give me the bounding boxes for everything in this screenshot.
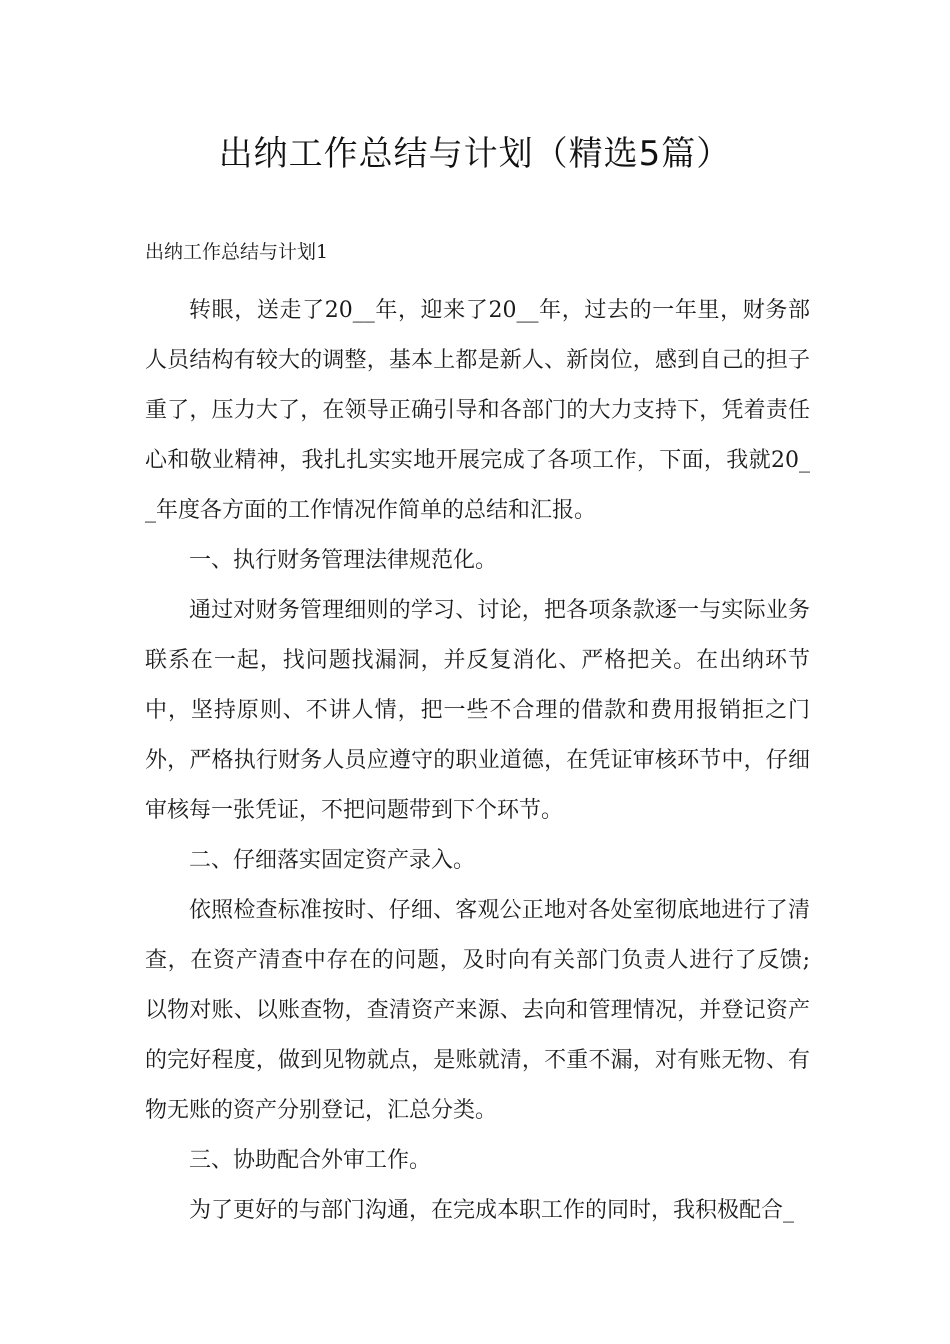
heading-item-3: 三、协助配合外审工作。 <box>189 1148 432 1173</box>
paragraph-intro: 转眼，送走了20__年，迎来了20__年，过去的一年里，财务部人员结构有较大的调整，基本上都是新人、新岗位，感到自己的担子重了，压力大了，在领导正确引导和各部门的大力支持下，凭着责任心和敬业精神，我扎扎实实地开展完成了各项工作，下面，我就20__年度各方面的工作情况作简单的总结和汇报。 <box>145 298 810 523</box>
document-body <box>145 232 810 1236</box>
paragraph-item-1: 通过对财务管理细则的学习、讨论，把各项条款逐一与实际业务联系在一起，找问题找漏洞，并反复消化、严格把关。在出纳环节中，坚持原则、不讲人情，把一些不合理的借款和费用报销拒之门外，严格执行财务人员应遵守的职业道德，在凭证审核环节中，仔细审核每一张凭证，不把问题带到下个环节。 <box>145 598 810 823</box>
paragraph-item-3: 为了更好的与部门沟通，在完成本职工作的同时，我积极配合_ <box>189 1198 795 1223</box>
heading-item-1: 一、执行财务管理法律规范化。 <box>189 548 498 573</box>
heading-item-2: 二、仔细落实固定资产录入。 <box>189 848 476 873</box>
section-title: 出纳工作总结与计划1 <box>145 241 329 263</box>
paragraph-item-2: 依照检查标准按时、仔细、客观公正地对各处室彻底地进行了清查，在资产清查中存在的问题，及时向有关部门负责人进行了反馈;以物对账、以账查物，查清资产来源、去向和管理情况，并登记资产的完好程度，做到见物就点，是账就清，不重不漏，对有账无物、有物无账的资产分别登记，汇总分类。 <box>145 898 810 1123</box>
document-title: 出纳工作总结与计划（精选5篇） <box>218 134 732 174</box>
